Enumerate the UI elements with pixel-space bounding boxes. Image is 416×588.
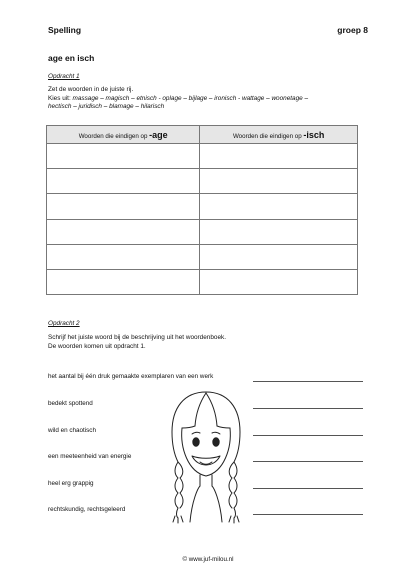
cell-isch[interactable] xyxy=(200,219,358,244)
kies-label: Kies uit: xyxy=(48,94,73,102)
cell-age[interactable] xyxy=(47,244,200,269)
word-sort-table-body xyxy=(47,144,358,295)
cell-isch[interactable] xyxy=(200,194,358,219)
opdracht2-instructions xyxy=(48,334,378,351)
table-row xyxy=(47,194,358,219)
cell-age[interactable] xyxy=(47,269,200,294)
opdracht1-instruction: Zet de woorden in de juiste rij. xyxy=(48,86,134,93)
braid-left xyxy=(175,462,183,518)
opdracht1-word-list-line1 xyxy=(48,95,378,104)
cell-isch[interactable] xyxy=(200,144,358,169)
table-row xyxy=(47,219,358,244)
column-header-isch-suffix: -isch xyxy=(303,129,325,140)
eyebrow-left xyxy=(192,432,200,434)
column-header-age xyxy=(47,126,200,144)
cell-age[interactable] xyxy=(47,219,200,244)
table-row xyxy=(47,269,358,294)
tongue xyxy=(200,462,212,464)
cell-isch[interactable] xyxy=(200,169,358,194)
opdracht2-instruction1: Schrijf het juiste woord bij de beschrijving uit het woordenboek. xyxy=(48,334,226,341)
description-4: een meeteenheid van energie xyxy=(48,453,132,460)
answer-line-1[interactable] xyxy=(253,381,363,382)
cell-isch[interactable] xyxy=(200,269,358,294)
braid-right xyxy=(229,462,237,518)
fringe-left xyxy=(182,426,195,428)
face-outline xyxy=(182,428,231,476)
fringe-right xyxy=(217,426,230,428)
column-header-age-prefix: Woorden die eindigen op xyxy=(78,132,150,140)
answer-line-4[interactable] xyxy=(253,461,363,462)
word-sort-table xyxy=(46,125,358,295)
opdracht1-word-list-line2 xyxy=(48,103,378,112)
description-1: het aantal bij één druk gemaakte exemplaren van een werk xyxy=(48,373,214,380)
neck xyxy=(200,475,212,486)
answer-line-2[interactable] xyxy=(253,408,363,409)
cell-age[interactable] xyxy=(47,169,200,194)
opdracht2-heading: Opdracht 2 xyxy=(48,320,80,327)
column-header-age-suffix: -age xyxy=(149,129,168,140)
cell-isch[interactable] xyxy=(200,244,358,269)
shoulders xyxy=(190,486,222,522)
word-list-2: hectisch – juridisch – blamage – hilarisch xyxy=(48,103,165,111)
column-header-isch xyxy=(200,126,358,144)
opdracht1-instructions xyxy=(48,86,378,112)
eyebrow-right xyxy=(212,432,220,434)
answer-line-6[interactable] xyxy=(253,514,363,515)
footer-copyright: © www.juf-milou.nl xyxy=(182,556,234,563)
mouth xyxy=(192,456,220,465)
word-list-1: massage – magisch – etnisch - oplage – bijlage – ironisch - wattage – woonetage – xyxy=(72,94,309,102)
page-title: age en isch xyxy=(48,53,95,63)
cell-age[interactable] xyxy=(47,144,200,169)
answer-line-3[interactable] xyxy=(253,435,363,436)
braid-left-tail xyxy=(173,516,183,523)
table-row xyxy=(47,169,358,194)
eye-right xyxy=(213,438,219,446)
description-6: rechtskundig, rechtsgeleerd xyxy=(48,506,126,513)
table-row xyxy=(47,144,358,169)
grade-label: groep 8 xyxy=(337,25,368,35)
description-3: wild en chaotisch xyxy=(48,427,96,434)
hair-part-2 xyxy=(206,393,217,426)
column-header-isch-prefix: Woorden die eindigen op xyxy=(232,132,304,140)
opdracht1-heading: Opdracht 1 xyxy=(48,73,80,80)
answer-line-5[interactable] xyxy=(253,488,363,489)
description-5: heel erg grappig xyxy=(48,480,94,487)
eye-left xyxy=(193,438,199,446)
table-row xyxy=(47,244,358,269)
subject-label: Spelling xyxy=(48,25,82,35)
hair-part xyxy=(195,393,206,426)
description-2: bedekt spottend xyxy=(48,400,93,407)
opdracht2-instruction2: De woorden komen uit opdracht 1. xyxy=(48,342,146,350)
girl-with-braids-illustration xyxy=(160,388,252,524)
cell-age[interactable] xyxy=(47,194,200,219)
braid-right-tail xyxy=(229,516,239,523)
